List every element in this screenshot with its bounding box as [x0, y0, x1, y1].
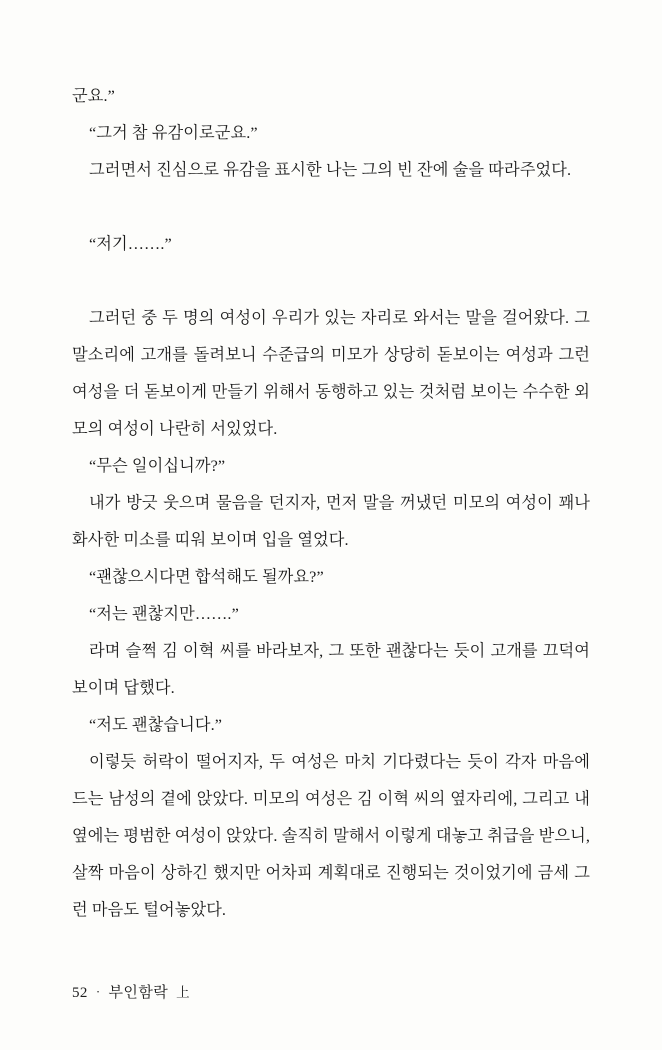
- paragraph: “저는 괜찮지만…….”: [89, 605, 239, 623]
- paragraph: 그러던 중 두 명의 여성이 우리가 있는 자리로 와서는 말을 걸어왔다. 그 말소리에 고개를 돌려보니 수준급의 미모가 상당히 돋보이는 여성과 그런 여성을 더 돋보이게 만들기 위해서 동행하고 있는 것처럼 보이는 수수한 외모의 여성이 나란히 서있었다.: [72, 309, 590, 438]
- paragraph: 군요.”: [72, 87, 115, 105]
- footer-separator: ·: [95, 984, 101, 999]
- paragraph-gap: [72, 189, 590, 226]
- page-footer: [72, 981, 190, 1002]
- paragraph: “저기…….”: [89, 235, 172, 253]
- paragraph-gap: [72, 263, 590, 300]
- paragraph: “괜찮으시다면 합석해도 될까요?”: [89, 568, 324, 586]
- paragraph: 이렇듯 허락이 떨어지자, 두 여성은 마치 기다렸다는 듯이 각자 마음에 드는 남성의 곁에 앉았다. 미모의 여성은 김 이혁 씨의 옆자리에, 그리고 내 옆에는 평범한 여성이 앉았다. 솔직히 말해서 이렇게 대놓고 취급을 받으니, 살짝 마음이 상하긴 했지만 어차피 계획대로 진행되는 것이었기에 금세 그런 마음도 털어놓았다.: [72, 753, 590, 919]
- paragraph: 라며 슬쩍 김 이혁 씨를 바라보자, 그 또한 괜찮다는 듯이 고개를 끄덕여 보이며 답했다.: [72, 642, 590, 697]
- footer-book-title: 부인함락: [108, 985, 169, 1001]
- paragraph: 내가 방긋 웃으며 물음을 던지자, 먼저 말을 꺼냈던 미모의 여성이 꽤나 화사한 미소를 띠워 보이며 입을 열었다.: [72, 494, 590, 549]
- paragraph: “그거 참 유감이로군요.”: [89, 124, 258, 142]
- page-number: 52: [72, 985, 88, 1001]
- paragraph: “저도 괜찮습니다.”: [89, 716, 223, 734]
- footer-volume: 上: [176, 985, 191, 1000]
- page-body: [72, 78, 590, 929]
- paragraph: “무슨 일이십니까?”: [89, 457, 226, 475]
- paragraph: 그러면서 진심으로 유감을 표시한 나는 그의 빈 잔에 술을 따라주었다.: [89, 161, 572, 179]
